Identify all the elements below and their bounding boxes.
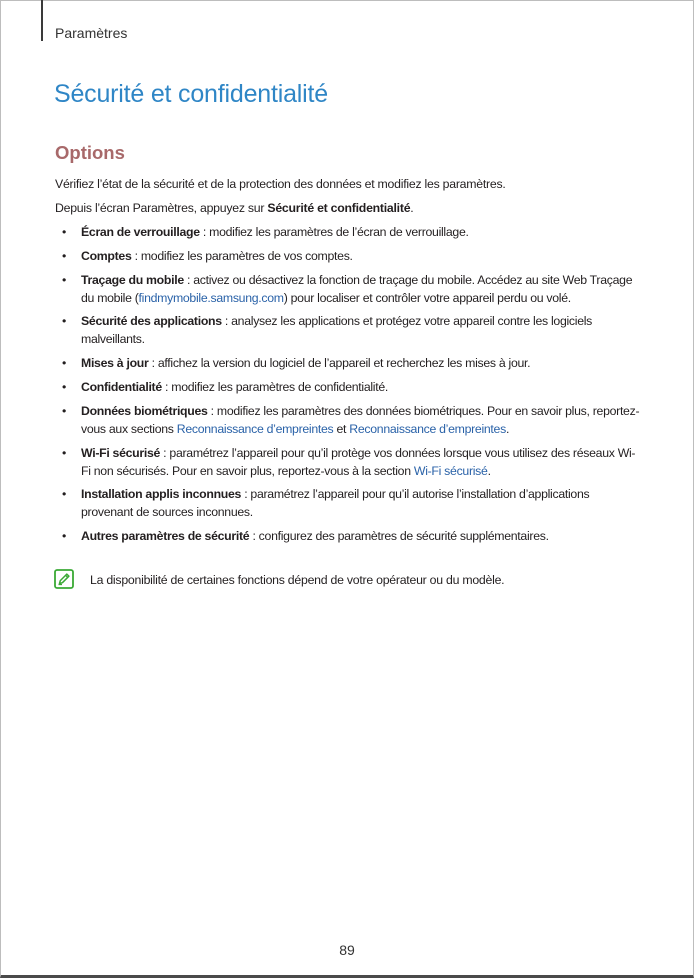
item-term: Sécurité des applications	[81, 314, 222, 329]
item-desc: : activez ou désactivez la fonction de traçage du mobile. Accédez au site Web Traçage du mobile (	[81, 272, 633, 305]
item-term: Données biométriques	[81, 403, 208, 418]
instruction-bold: Sécurité et confidentialité	[267, 201, 411, 215]
item-desc: : paramétrez l’appareil pour qu’il autorise l’installation d’applications provenant de sources inconnues.	[81, 487, 590, 520]
item-desc: : affichez la version du logiciel de l’appareil et recherchez les mises à jour.	[148, 356, 531, 371]
item-term: Traçage du mobile	[81, 272, 184, 287]
bullet: •	[62, 379, 67, 394]
list-item-lock-screen	[62, 223, 642, 241]
instruction-suffix: .	[410, 201, 414, 215]
item-desc: : configurez des paramètres de sécurité supplémentaires.	[249, 529, 549, 544]
secure-wifi-link[interactable]: Wi-Fi sécurisé	[413, 463, 488, 478]
list-item-unknown-apps	[62, 485, 642, 521]
item-desc-after: .	[487, 463, 491, 478]
item-desc: : analysez les applications et protégez votre appareil contre les logiciels malveillants.	[81, 314, 593, 347]
item-desc-after: .	[505, 421, 510, 436]
note-text: La disponibilité de certaines fonctions dépend de votre opérateur ou du modèle.	[90, 573, 505, 587]
bullet: •	[62, 529, 67, 544]
bullet: •	[62, 403, 67, 418]
page-number: 89	[339, 942, 355, 958]
list-item-privacy	[62, 378, 642, 396]
section-title: Options	[55, 142, 125, 163]
note-pencil-icon	[54, 569, 74, 589]
bullet: •	[62, 314, 67, 329]
bullet: •	[62, 356, 67, 371]
list-item-secure-wifi	[62, 444, 642, 480]
list-item-other-security	[62, 527, 642, 545]
running-head: Paramètres	[55, 25, 128, 41]
findmymobile-link[interactable]: findmymobile.samsung.com	[138, 290, 284, 305]
item-term: Autres paramètres de sécurité	[81, 529, 250, 544]
item-term: Mises à jour	[81, 356, 149, 371]
fingerprint-link-2[interactable]: Reconnaissance d’empreintes	[349, 421, 506, 436]
item-desc: : modifiez les paramètres de l’écran de verrouillage.	[199, 225, 469, 239]
item-term: Wi-Fi sécurisé	[81, 445, 161, 460]
item-term: Installation applis inconnues	[81, 487, 242, 502]
list-item-app-security	[62, 312, 642, 348]
bullet: •	[62, 272, 67, 287]
list-item-accounts	[62, 247, 642, 265]
item-term: Confidentialité	[81, 379, 162, 394]
item-desc: : modifiez les paramètres de vos comptes.	[131, 248, 353, 263]
intro-paragraph: Vérifiez l’état de la sécurité et de la protection des données et modifiez les paramètres.	[55, 177, 506, 191]
bullet: •	[62, 445, 67, 460]
item-desc-mid: et	[333, 421, 350, 436]
item-desc: : modifiez les paramètres de confidentialité.	[161, 379, 389, 394]
instruction-prefix: Depuis l’écran Paramètres, appuyez sur	[55, 201, 268, 215]
list-item-updates	[62, 354, 642, 372]
instruction-paragraph	[55, 199, 645, 217]
bullet: •	[62, 248, 67, 263]
item-desc-after: ) pour localiser et contrôler votre appareil perdu ou volé.	[283, 290, 571, 305]
item-term: Écran de verrouillage	[81, 225, 200, 239]
bullet: •	[62, 487, 67, 502]
options-list	[62, 223, 642, 551]
list-item-biometrics	[62, 402, 642, 438]
bullet: •	[62, 225, 67, 239]
page-title: Sécurité et confidentialité	[54, 80, 328, 108]
item-term: Comptes	[81, 248, 132, 263]
item-desc: : modifiez les paramètres des données biométriques. Pour en savoir plus, reportez-vous aux sections	[81, 403, 640, 436]
fingerprint-link[interactable]: Reconnaissance d’empreintes	[176, 421, 334, 436]
item-desc: : paramétrez l’appareil pour qu’il protège vos données lorsque vous utilisez des réseaux Wi-Fi non sécurisés. Pour en savoir plus, reportez-vous à la section	[81, 445, 636, 478]
header-rule	[41, 0, 43, 41]
list-item-find-my-mobile	[62, 271, 642, 307]
